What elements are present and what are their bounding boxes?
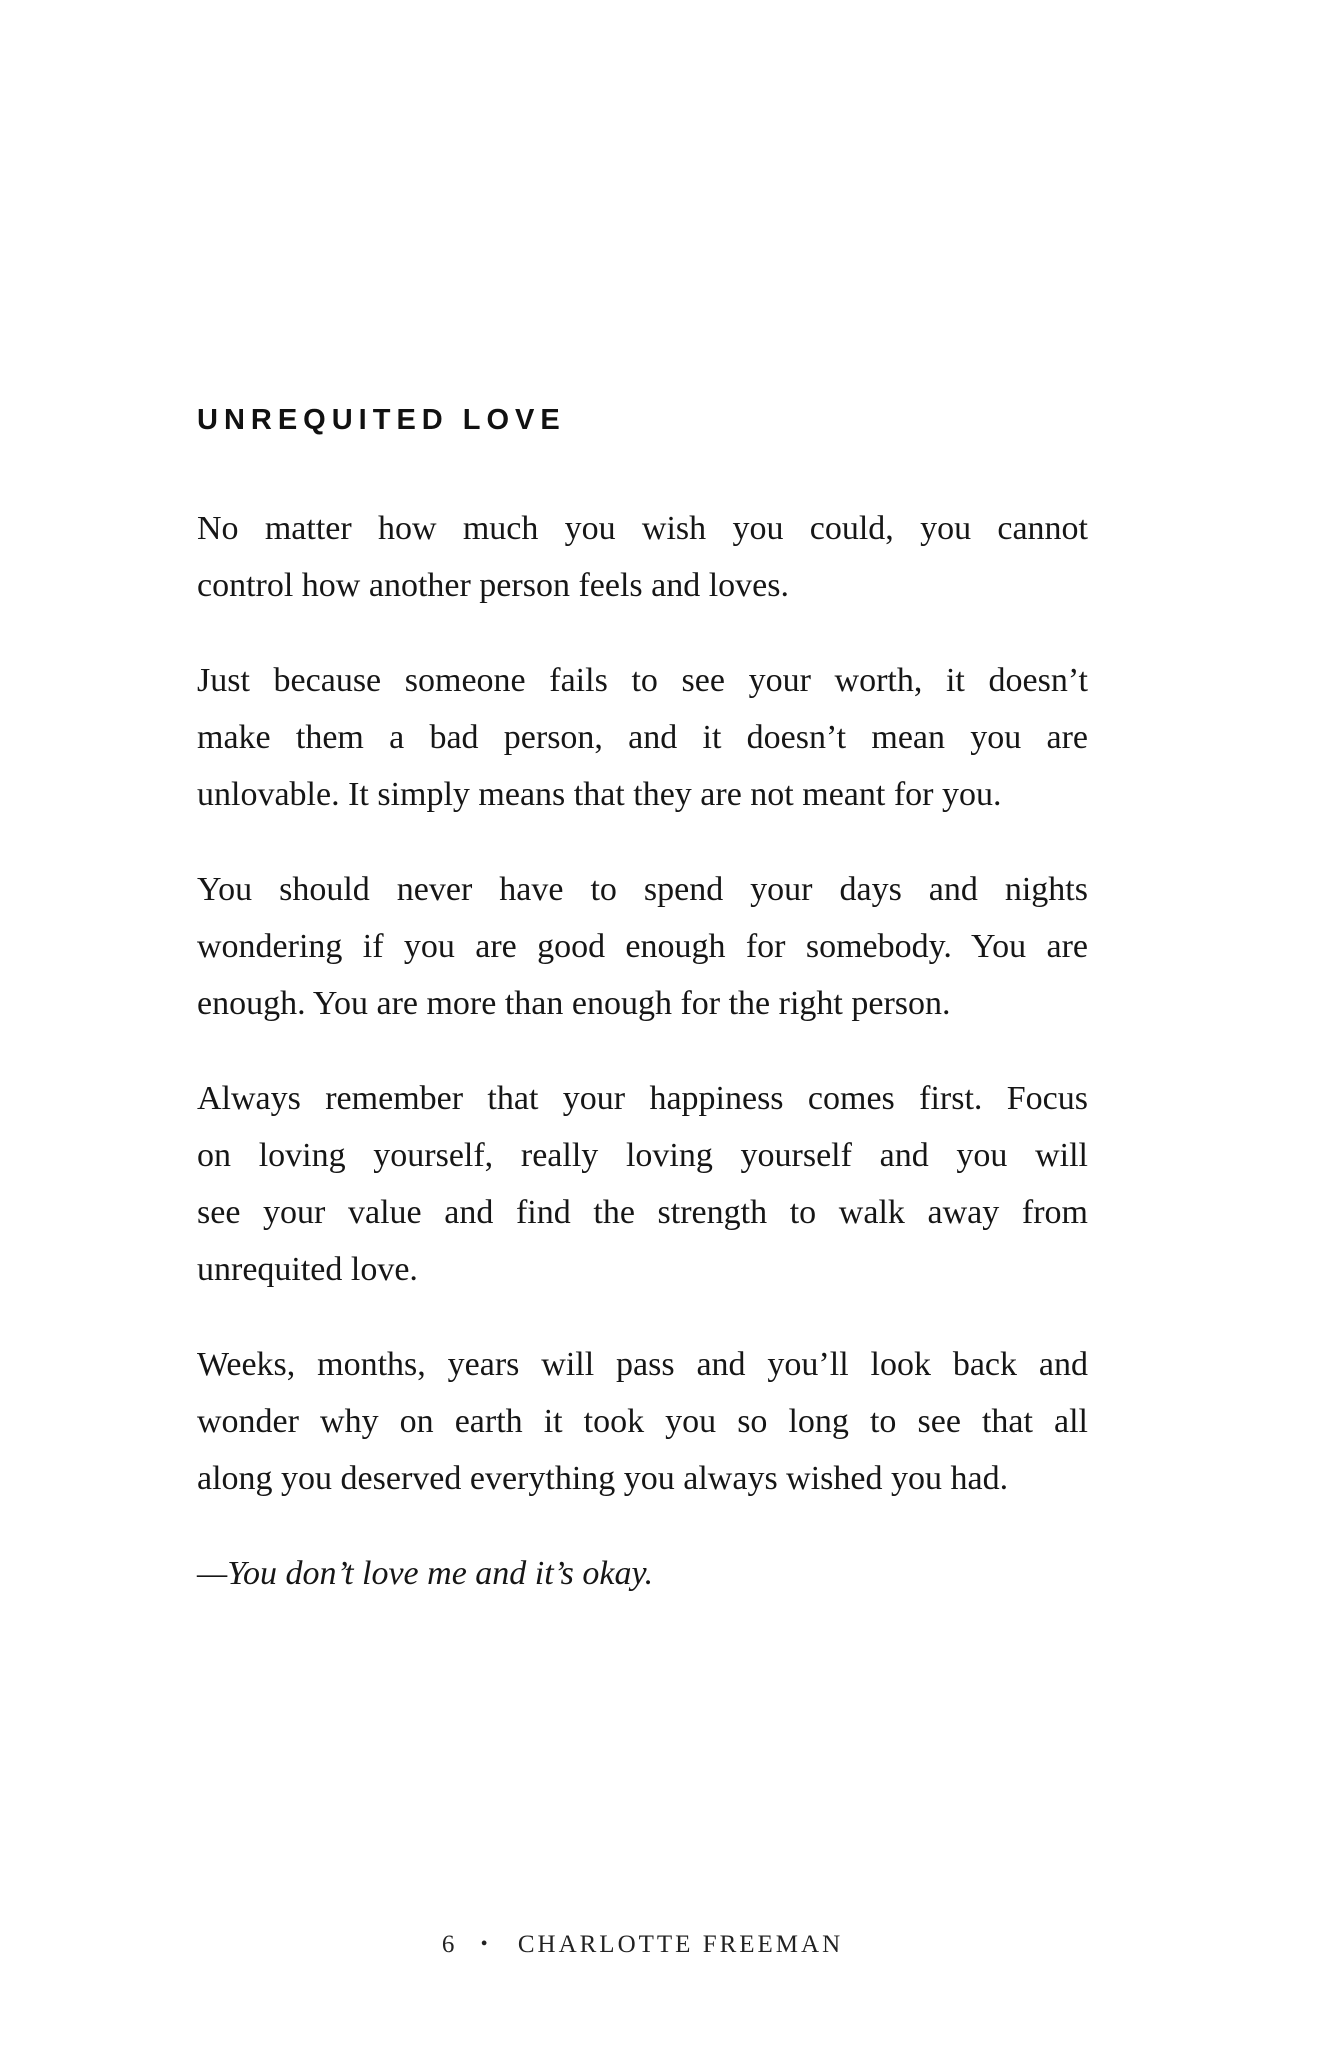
page-content	[197, 402, 1088, 1602]
paragraph-line: make them a bad person, and it doesn’t mean you are	[197, 719, 1088, 756]
paragraph-2	[197, 652, 1088, 823]
paragraph-line: on loving yourself, really loving yourself and you will	[197, 1137, 1088, 1174]
paragraph-1	[197, 500, 1088, 614]
paragraph-line: control how another person feels and loves.	[197, 567, 789, 604]
paragraph-5	[197, 1336, 1088, 1507]
attribution-line: —You don’t love me and it’s okay.	[197, 1555, 654, 1592]
page-number: 6	[441, 1931, 458, 1958]
paragraph-line: enough. You are more than enough for the right person.	[197, 985, 951, 1022]
running-footer	[197, 1928, 1088, 1961]
paragraph-line: along you deserved everything you always wished you had.	[197, 1460, 1009, 1497]
paragraph-line: unrequited love.	[197, 1251, 418, 1288]
paragraph-line: unlovable. It simply means that they are not meant for you.	[197, 776, 1002, 813]
paragraph-line: wonder why on earth it took you so long to see that all	[197, 1403, 1088, 1440]
paragraph-line: see your value and find the strength to walk away from	[197, 1194, 1088, 1231]
paragraph-line: No matter how much you wish you could, you cannot	[197, 510, 1088, 547]
footer-bullet-icon: •	[480, 1933, 491, 1955]
paragraph-4	[197, 1070, 1088, 1298]
paragraph-line: Weeks, months, years will pass and you’ll look back and	[197, 1346, 1088, 1383]
paragraph-3	[197, 861, 1088, 1032]
paragraph-line: wondering if you are good enough for somebody. You are	[197, 928, 1088, 965]
author-name: CHARLOTTE FREEMAN	[517, 1931, 844, 1958]
chapter-title: UNREQUITED LOVE	[197, 404, 566, 436]
paragraph-line: You should never have to spend your days and nights	[197, 871, 1088, 908]
paragraph-line: Just because someone fails to see your worth, it doesn’t	[197, 662, 1088, 699]
paragraph-line: Always remember that your happiness comes first. Focus	[197, 1080, 1088, 1117]
